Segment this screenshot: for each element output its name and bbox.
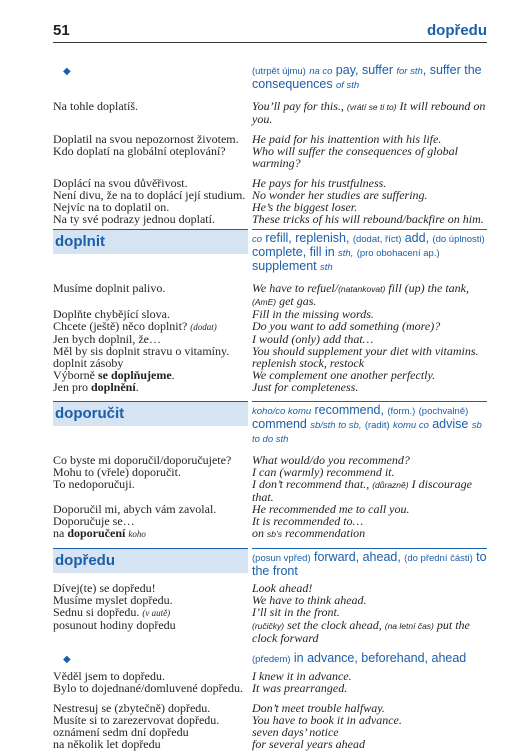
example-row [53,478,487,503]
example-english: No wonder her studies are suffering. [252,188,428,202]
example-czech: Doporučil mi, abych vám zavolal. [53,502,217,516]
sense-keyword: refill, replenish, [265,231,350,245]
example-czech: Musíme myslet dopředu. [53,593,173,607]
example-english-text: I discourage that. [252,477,472,504]
example-english: I knew it in advance. [252,669,352,683]
headword: doporučit [53,401,248,426]
example-row [53,619,487,644]
example-czech: Kdo doplatí na globální oteplování? [53,144,226,158]
example-czech: Věděl jsem to dopředu. [53,669,165,683]
sense-gloss: (pro obohacení ap.) [356,248,440,259]
sense-definition [252,229,487,274]
example-english-text: fill (up) the tank, [388,281,469,295]
example-czech: Dívej(te) se dopředu! [53,581,156,595]
example-czech: Nestresuj se (zbytečně) dopředu. [53,701,211,715]
example-english: I can (warmly) recommend it. [252,465,395,479]
sense-object: sb to do sth [252,420,482,445]
sense-keyword: in advance, beforehand, ahead [293,651,467,665]
example-english-text: on [252,526,264,540]
example-english-text: We have to refuel/ [252,281,339,295]
usage-note: (natankovat) [338,284,386,294]
example-english: We complement one another perfectly. [252,368,436,382]
sense-object: for sth [396,66,423,77]
highlighted-form: se doplňujeme [98,368,172,382]
sense-row [53,652,487,666]
example-czech: Není divu, že na to doplácí její studium. [53,188,246,202]
example-english-text: You’ll pay for this., [252,99,344,113]
entry-doporucit [53,401,487,446]
diamond-icon: ◆ [63,654,71,665]
example-czech: oznámení sedm dní dopředu [53,725,189,739]
example-english: We have to think ahead. [252,593,367,607]
sense-object: koho/co komu [252,406,312,417]
example-czech: Měl by sis doplnit stravu o vitamíny. [53,344,230,358]
sense-gloss: (pochvalně) [418,406,469,417]
example-czech: Jen bych doplnil, že… [53,332,161,346]
sense-object: co [252,234,263,245]
example-czech: Na tohle doplatíš. [53,99,138,113]
page-header [53,20,487,43]
example-czech-text: Sednu si dopředu. [53,605,140,619]
example-english [252,478,487,503]
example-english: Do you want to add something (more)? [252,319,441,333]
example-czech: Co byste mi doporučil/doporučujete? [53,453,232,467]
example-czech-text: Výborně [53,368,95,382]
example-row [53,527,487,540]
example-english: What would/do you recommend? [252,453,410,467]
example-czech [53,381,252,393]
sense-gloss: (radit) [364,420,390,431]
example-english [252,527,487,540]
example-english: I’ll sit in the front. [252,605,340,619]
example-czech: Doplatil na svou nepozornost životem. [53,132,239,146]
example-english: Don’t meet trouble halfway. [252,701,385,715]
sense-definition [252,64,487,92]
example-english: seven days’ notice [252,725,339,739]
example-czech: posunout hodiny dopředu [53,618,176,632]
sense-keyword: , suffer the consequences [252,63,482,91]
sense-gloss: (do přední části) [404,553,473,564]
example-english: Look ahead! [252,581,313,595]
sense-keyword: forward, ahead, [313,550,401,564]
example-row [53,738,487,750]
entry-dopredu [53,548,487,578]
example-czech: Musíme doplnit palivo. [53,281,166,295]
usage-note: (na letní čas) [384,621,434,631]
example-czech: Doporučuje se… [53,514,135,528]
sense-keyword: recommend, [314,403,384,417]
example-row [53,381,487,393]
highlighted-form: doporučení [67,526,126,540]
example-english-text: set the clock ahead, [287,618,382,632]
sense-object: na co [309,66,333,77]
example-english [252,282,487,308]
example-czech: Nejvíc na to doplatil on. [53,200,170,214]
example-english: It is recommended to… [252,514,364,528]
example-english: I would (only) add that… [252,332,374,346]
example-english: He recommended me to call you. [252,502,410,516]
sense-gloss: (form.) [387,406,416,417]
example-czech-text: Jen pro [53,380,88,394]
sense-gloss: (utrpět újmu) [252,66,306,77]
example-czech-text: . [171,368,175,382]
example-row [53,682,487,694]
example-czech: na několik let dopředu [53,737,161,751]
headword: doplnit [53,229,248,254]
example-czech: Mohu to (vřele) doporučit. [53,465,181,479]
usage-note: (vrátí se ti to) [346,102,397,112]
sense-row [53,64,487,92]
sense-definition [252,401,487,446]
example-czech: Na ty své podrazy jednou doplatí. [53,212,215,226]
page-number: 51 [53,22,70,39]
usage-note: (důrazně) [372,480,409,490]
example-czech-text: Chcete (ještě) něco doplnit? [53,319,188,333]
sense-definition [252,548,487,578]
sense-keyword: to the front [252,550,487,578]
example-english: for several years ahead [252,737,365,751]
example-english-text: recommendation [284,526,366,540]
headword: dopředu [53,548,248,573]
sense-keyword: add, [404,231,430,245]
sense-keyword: supplement [252,259,317,273]
sense-object: komu co [392,420,429,431]
example-czech: doplnit zásoby [53,356,124,370]
example-english: These tricks of his will rebound/backfire on him. [252,212,484,226]
sense-object: sb/sth to sb, [310,420,362,431]
example-row [53,213,487,225]
example-czech [53,527,252,540]
example-english-text: get gas. [279,294,317,308]
example-english [252,100,487,125]
usage-note: (v autě) [142,608,171,618]
entry-doplnit [53,229,487,274]
example-english: Fill in the missing words. [252,307,374,321]
example-row [53,282,487,308]
example-english-text: I don’t recommend that., [252,477,370,491]
example-english: You should supplement your diet with vitamins. [252,344,479,358]
example-english-text: It will rebound on you. [252,99,486,126]
usage-note: koho [128,529,146,539]
sense-gloss: (do úplnosti) [432,234,485,245]
example-english: replenish stock, restock [252,356,365,370]
example-czech: Bylo to dojednané/domluvené dopředu. [53,681,243,695]
example-czech: Doplňte chybějící slova. [53,307,170,321]
sense-definition [252,652,487,666]
sense-gloss: (posun vpřed) [252,553,311,564]
sense-keyword: pay, suffer [335,63,394,77]
example-row [53,145,487,169]
usage-note: (ručičky) [252,621,285,631]
example-czech-text: . [135,380,139,394]
sense-keyword: advise [432,417,469,431]
highlighted-form: doplnění [91,380,136,394]
example-english: He’s the biggest loser. [252,200,358,214]
example-english: He paid for his inattention with his life. [252,132,442,146]
example-czech: Musíte si to zarezervovat dopředu. [53,713,220,727]
example-czech-text: na [53,526,65,540]
diamond-icon: ◆ [63,66,71,77]
running-head: dopředu [427,22,487,39]
example-row [53,100,487,125]
sense-object: of sth [335,80,360,91]
sense-object: sth [319,262,333,273]
usage-note: (AmE) [252,297,277,307]
example-czech: To nedoporučuji. [53,477,135,491]
example-english: You have to book it in advance. [252,713,402,727]
example-english [252,619,487,644]
example-english: It was prearranged. [252,681,348,695]
dictionary-content [53,64,487,750]
usage-note: (dodat) [190,322,217,332]
sense-gloss: (předem) [252,654,291,665]
example-english-text: put the clock forward [252,618,470,645]
example-czech: Doplácí na svou důvěřivost. [53,176,188,190]
sense-gloss: (dodat, říct) [352,234,402,245]
sense-keyword: complete, fill in [252,245,335,259]
sense-keyword: commend [252,417,307,431]
example-english: Just for completeness. [252,380,359,394]
example-english: He pays for his trustfulness. [252,176,387,190]
example-english: Who will suffer the consequences of global warming? [252,144,458,170]
sense-object: sth, [338,248,354,259]
usage-note: sb’s [267,529,282,539]
